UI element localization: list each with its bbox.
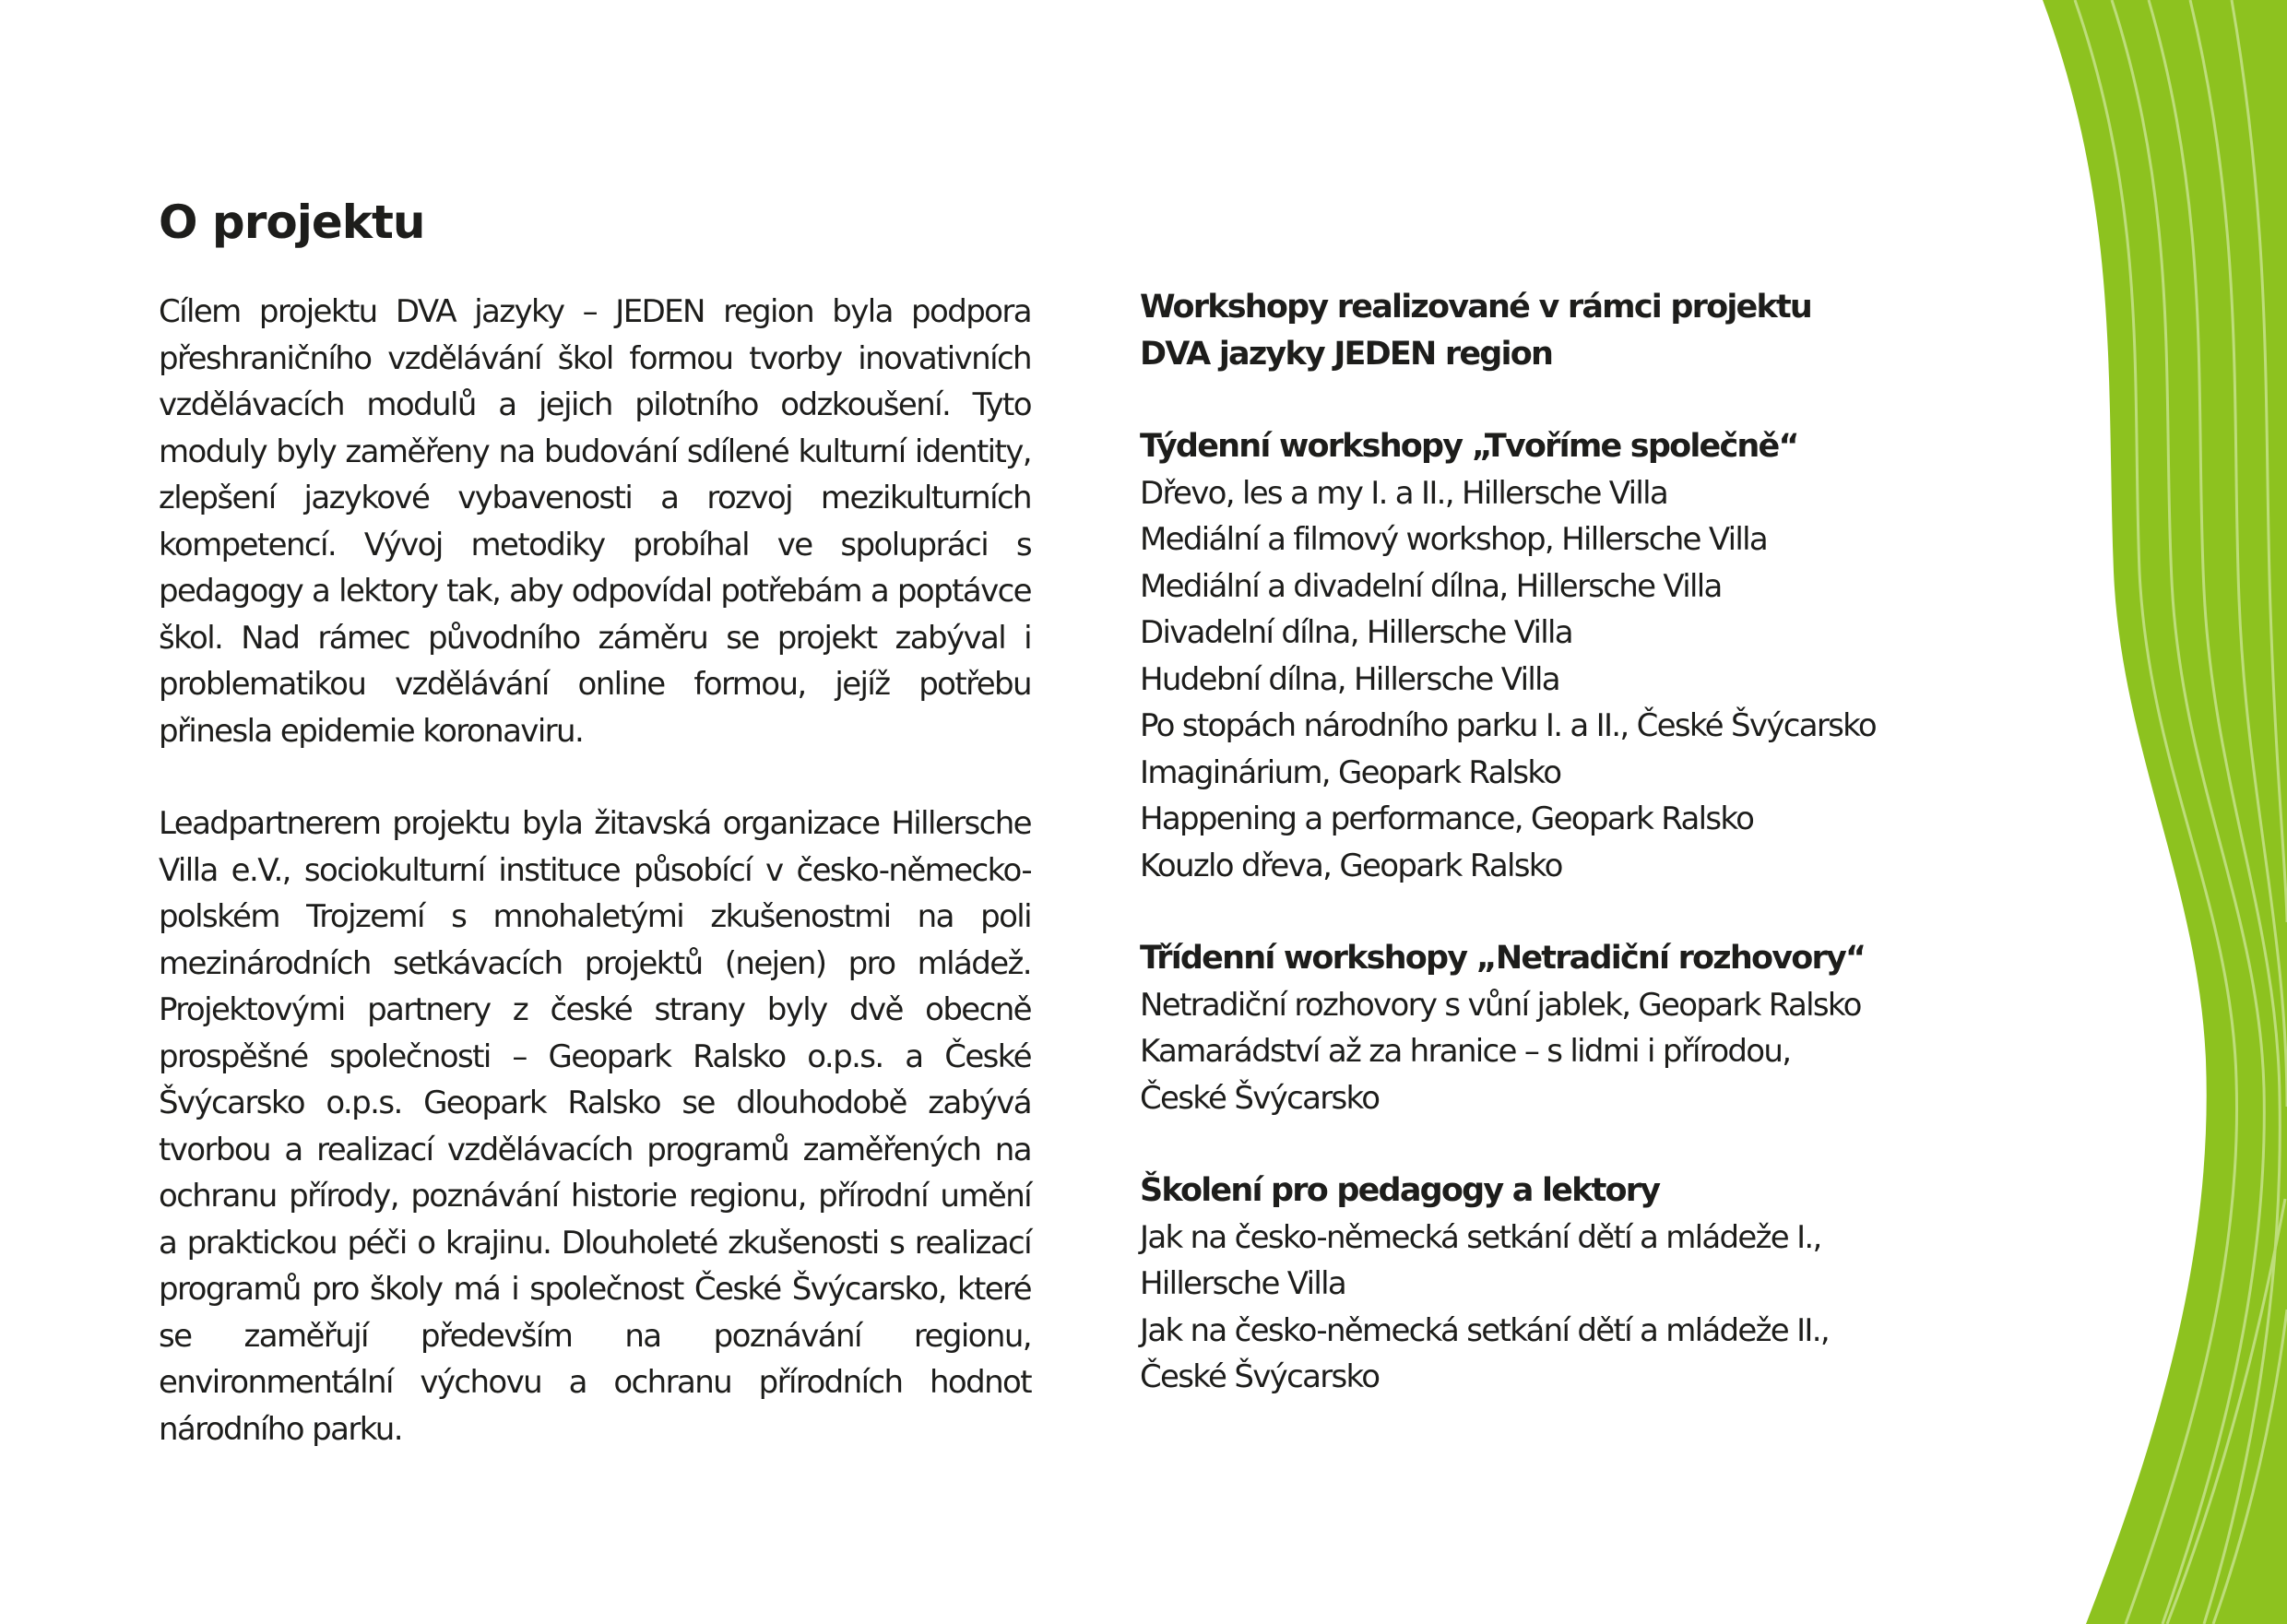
green-wave-shape xyxy=(2043,0,2287,1624)
workshops-heading: Workshopy realizované v rámci projektu DVA jazyky JEDEN region xyxy=(1140,289,1811,373)
list-item: Imaginárium, Geopark Ralsko xyxy=(1140,753,1561,791)
list-item: Mediální a filmový workshop, Hillersche Villa xyxy=(1140,521,1768,558)
list-item: Kouzlo dřeva, Geopark Ralsko xyxy=(1140,847,1562,884)
list-item: Happening a performance, Geopark Ralsko xyxy=(1140,800,1754,837)
partners-paragraph: Leadpartnerem projektu byla žitavská organizace Hillersche Villa e.V., sociokulturní instituce působící v česko-německo-polském Trojzemí s mnohaletými zkušenostmi na poli mezinárodních setkávacích projektů (nejen) pro mládež. Projektovými partnery z české strany byly dvě obecně prospěšné společnosti – Geopark Ralsko o.p.s. a České Švýcarsko o.p.s. Geopark Ralsko se dlouhodobě zabývá tvorbou a realizací vzdělávacích programů zaměřených na ochranu přírody, poznávání historie regionu, přírodní umění a praktickou péči o krajinu. Dlouholeté zkušenosti s realizací programů pro školy má i společnost České Švýcarsko, které se zaměřují především na poznávání regionu, environmentální výchovu a ochranu přírodních hodnot národního parku. xyxy=(159,805,1031,1448)
page-title: O projektu xyxy=(159,196,425,249)
list-item: Netradiční rozhovory s vůní jablek, Geopark Ralsko xyxy=(1140,986,1861,1024)
list-item: Dřevo, les a my I. a II., Hillersche Villa xyxy=(1140,474,1667,512)
weekly-workshops-section xyxy=(1140,423,1970,889)
section-title: Školení pro pedagogy a lektory xyxy=(1140,1172,1660,1209)
intro-paragraph: Cílem projektu DVA jazyky – JEDEN region byla podpora přeshraničního vzdělávání škol formou tvorby inovativních vzdělávacích modulů a jejich pilotního odzkoušení. Tyto moduly byly zaměřeny na budování sdílené kulturní identity, zlepšení jazykové vybavenosti a rozvoj mezikulturních kompetencí. Vývoj metodiky probíhal ve spolupráci s pedagogy a lektory tak, aby odpovídal potřebám a poptávce škol. Nad rámec původního záměru se projekt zabýval i problematikou vzdělávání online formou, jejíž potřebu přinesla epidemie koronaviru. xyxy=(159,293,1031,750)
list-item: Po stopách národního parku I. a II., České Švýcarsko xyxy=(1140,707,1877,744)
list-item: České Švýcarsko xyxy=(1140,1079,1380,1117)
three-day-workshops-section xyxy=(1140,935,1970,1121)
list-item: Hudební dílna, Hillersche Villa xyxy=(1140,660,1559,698)
workshops-list xyxy=(1140,284,1970,1401)
project-description xyxy=(159,289,1031,1452)
list-item: Divadelní dílna, Hillersche Villa xyxy=(1140,614,1572,651)
list-item: Jak na česko-německá setkání dětí a mládeže II., xyxy=(1140,1311,1829,1349)
training-section xyxy=(1140,1168,1970,1401)
list-item: Jak na česko-německá setkání dětí a mládeže I., xyxy=(1140,1218,1821,1256)
section-title: Třídenní workshopy „Netradiční rozhovory“ xyxy=(1140,940,1866,977)
list-item: Mediální a divadelní dílna, Hillersche Villa xyxy=(1140,567,1722,605)
list-item: České Švýcarsko xyxy=(1140,1358,1380,1395)
list-item: Hillersche Villa xyxy=(1140,1265,1345,1302)
list-item: Kamarádství až za hranice – s lidmi i přírodou, xyxy=(1140,1033,1791,1070)
section-title: Týdenní workshopy „Tvoříme společně“ xyxy=(1140,428,1798,465)
